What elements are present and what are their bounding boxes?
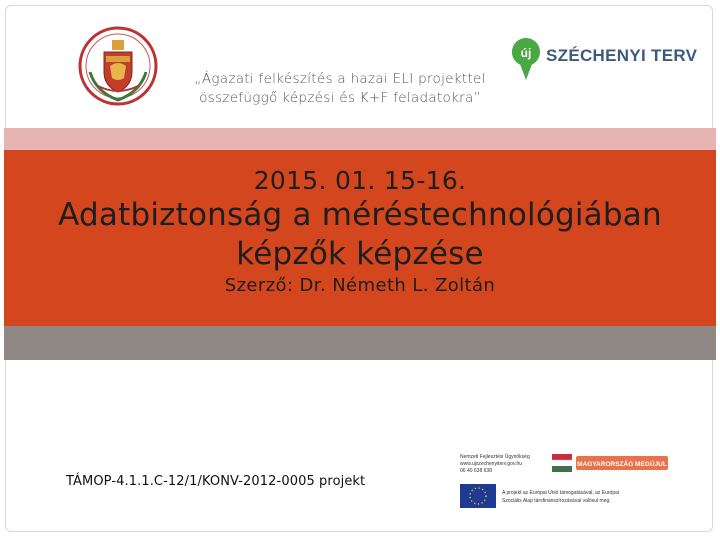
author-line: Szerző: Dr. Németh L. Zoltán [224, 275, 496, 296]
event-date: 2015. 01. 15-16. [253, 166, 467, 195]
banner-bottom-stripe [4, 326, 716, 360]
hungarian-coat-of-arms-icon [76, 22, 160, 110]
project-code: TÁMOP-4.1.1.C-12/1/KONV-2012-0005 projekt [66, 474, 366, 489]
project-subtitle [160, 70, 520, 108]
title-line-1: Adatbiztonság a méréstechnológiában [58, 197, 662, 233]
slide-title [0, 196, 720, 274]
subtitle-line-1: „Ágazati felkészítés a hazai ELI projekttel [194, 71, 486, 87]
szechenyi-terv-text: SZÉCHENYI TERV [546, 46, 698, 65]
nfu-line-1: Nemzeti Fejlesztési Ügynökség [460, 454, 530, 460]
funding-logos [458, 450, 708, 514]
eu-text-line-1: A projekt az Európai Unió támogatásával, az Európai [502, 490, 620, 496]
logo-letter: új [520, 46, 532, 60]
magyarorszag-megujul-badge: MAGYARORSZÁG MEGÚJUL [577, 461, 667, 468]
hungarian-flag-icon [552, 454, 572, 472]
eu-text-line-2: Szociális Alap társfinanszírozásával valósul meg. [502, 498, 611, 504]
subtitle-line-2: összefüggő képzési és K+F feladatokra” [199, 90, 481, 106]
eu-flag-icon [460, 484, 496, 508]
banner-top-stripe [4, 128, 716, 150]
title-line-2: képzők képzése [236, 236, 484, 272]
nfu-line-2: www.ujszechenyiterv.gov.hu [460, 461, 523, 467]
nfu-line-3: 06 40 638 638 [460, 468, 492, 474]
